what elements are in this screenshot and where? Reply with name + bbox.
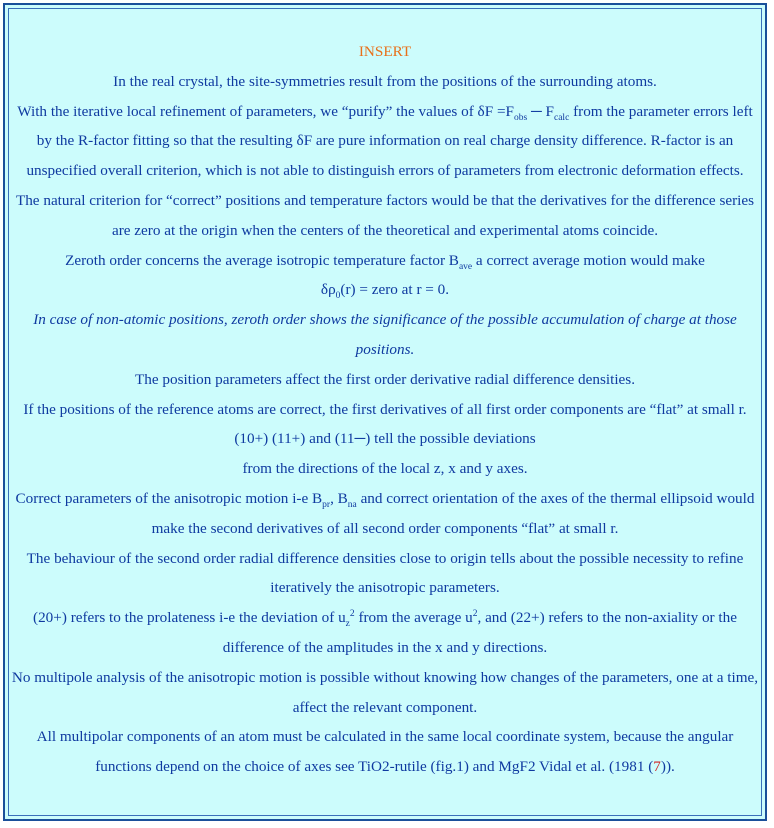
insert-frame — [3, 3, 767, 821]
p10-sub-na: na — [347, 499, 357, 510]
paragraph-zeroth-order — [11, 246, 759, 276]
paragraph-non-atomic-positions: In case of non-atomic positions, zeroth order shows the significance of the possible accumulation of charge at those positions. — [33, 311, 737, 358]
p10-text-b: , B — [330, 489, 348, 507]
paragraph-local-axes: from the directions of the local z, x and y axes. — [242, 460, 528, 478]
p12-sub-z: z — [345, 619, 350, 630]
p2-sub-obs: obs — [513, 112, 528, 123]
p4-sub-ave: ave — [458, 261, 473, 272]
paragraph-site-symmetries: In the real crystal, the site-symmetries result from the positions of the surrounding atoms. — [113, 72, 657, 90]
paragraph-zero-at-origin — [11, 275, 759, 305]
p4-text-a: Zeroth order concerns the average isotropic temperature factor B — [65, 251, 459, 269]
p14-text-b: )). — [660, 758, 675, 776]
paragraph-first-derivatives: If the positions of the reference atoms are correct, the first derivatives of all first order components are “flat” at small r. (10+) (11+) and (11─) tell the possible deviations — [23, 400, 747, 448]
p5-text-a: δρ — [320, 281, 336, 299]
p14-text-a: All multipolar components of an atom must be calculated in the same local coordinate system, because the angular functions depend on the choice of axes see TiO2-rutile (fig.1) and MgF2 Vidal et al. (1981 ( — [36, 728, 734, 776]
paragraph-prolateness — [11, 603, 759, 663]
paragraph-second-order-behaviour: The behaviour of the second order radial difference densities close to origin tells about the possible necessity to refine iteratively the anisotropic parameters. — [26, 549, 744, 597]
p10-text-a: Correct parameters of the anisotropic motion i-e B — [15, 489, 323, 507]
p12-text-a: (20+) refers to the prolateness i-e the deviation of u — [33, 609, 346, 627]
reference-link-7[interactable]: 7 — [653, 758, 661, 776]
p5-text-b: (r) = zero at r = 0. — [340, 281, 450, 299]
p5-sub-0: 0 — [335, 291, 341, 302]
paragraph-iterative-refinement — [11, 97, 759, 186]
paragraph-natural-criterion: The natural criterion for “correct” positions and temperature factors would be that the derivatives for the difference series are zero at the origin when the centers of the theoretical and experimental atoms coincide. — [15, 191, 755, 239]
p2-text-b: ─ F — [527, 102, 554, 120]
insert-title: INSERT — [358, 43, 412, 60]
insert-content — [11, 37, 759, 782]
p2-text-a: With the iterative local refinement of parameters, we “purify” the values of δF =F — [17, 102, 514, 120]
p2-text-c: from the parameter errors left by the R-factor fitting so that the resulting δF are pure information on real charge density difference. R-factor is an unspecified overall criterion, which is not able to distinguish errors of parameters from electronic deformation effects. — [26, 102, 753, 180]
p10-text-c: and correct orientation of the axes of the thermal ellipsoid would make the second derivatives of all second order components “flat” at small r. — [151, 489, 755, 537]
paragraph-multipole-analysis: No multipole analysis of the anisotropic motion is possible without knowing how changes of the parameters, one at a time, affect the relevant component. — [11, 668, 759, 716]
paragraph-local-coordinate-system — [11, 722, 759, 782]
p12-sup-2b: 2 — [472, 609, 478, 620]
p12-text-c: , and (22+) refers to the non-axiality or the difference of the amplitudes in the x and y directions. — [222, 609, 737, 656]
p2-sub-calc: calc — [554, 112, 570, 123]
p10-sub-pr: pr — [322, 499, 331, 510]
p4-text-b: a correct average motion would make — [472, 251, 705, 269]
p12-text-b: from the average u — [354, 609, 473, 627]
p12-sup-2a: 2 — [349, 609, 355, 620]
paragraph-anisotropic-motion — [11, 484, 759, 544]
paragraph-position-parameters: The position parameters affect the first order derivative radial difference densities. — [135, 370, 635, 388]
